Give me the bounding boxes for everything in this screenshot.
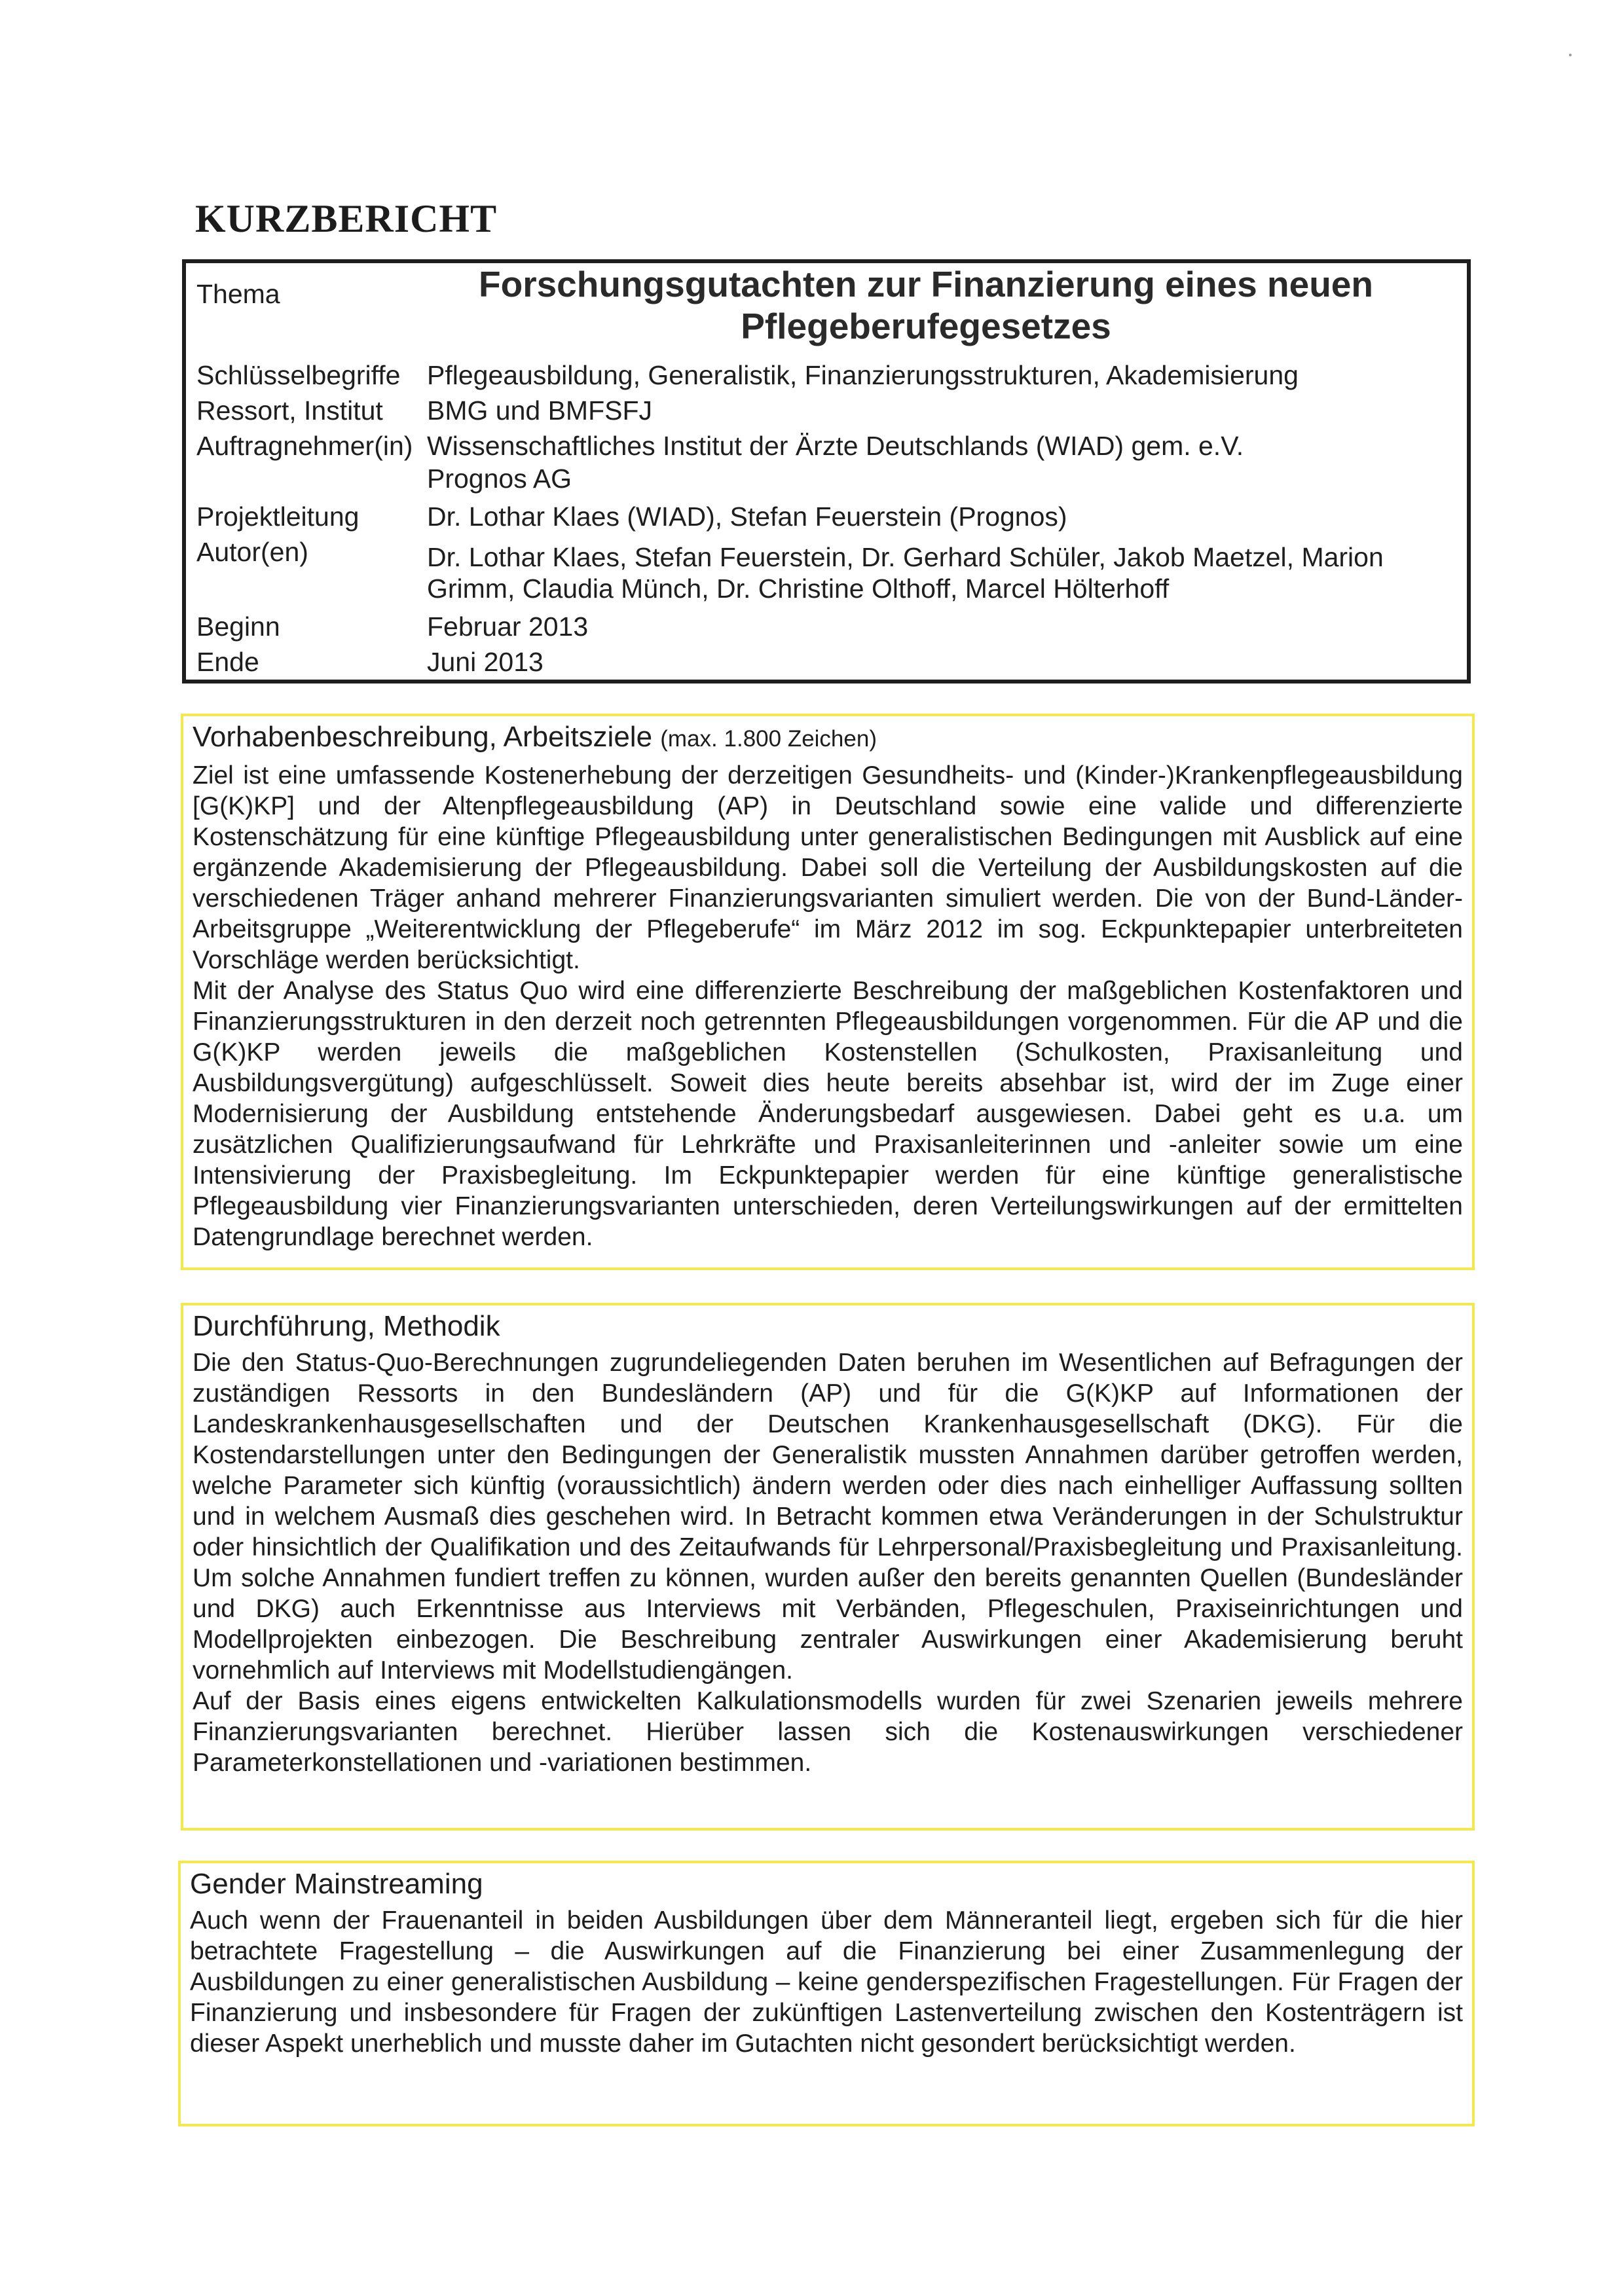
- section-gender: [178, 1861, 1475, 2126]
- meta-label: Projektleitung: [196, 501, 360, 532]
- section-heading: [193, 720, 1463, 756]
- meta-label: Auftragnehmer(in): [196, 431, 413, 461]
- scan-speck: [1569, 54, 1572, 56]
- meta-value: Februar 2013: [427, 611, 589, 642]
- meta-value-cont: Grimm, Claudia Münch, Dr. Christine Olthoff, Marcel Hölterhoff: [427, 574, 1170, 604]
- meta-value: BMG und BMFSFJ: [427, 395, 653, 426]
- meta-table: [182, 259, 1471, 683]
- meta-value-cont: Prognos AG: [427, 464, 572, 494]
- section-paragraph: Auch wenn der Frauenanteil in beiden Ausbildungen über dem Männeranteil liegt, ergeben sich für die hier betrachtete Fragestellung – die Auswirkungen auf die Finanzierung bei einer Zusammenlegung der Ausbildungen zu einer generalistischen Ausbildung – keine genderspezifischen Fragestellungen. Für Fragen der Finanzierung und insbesondere für Fragen der zukünftigen Lastenverteilung zwischen den Kostenträgern ist dieser Aspekt unerheblich und musste daher im Gutachten nicht gesondert berücksichtigt werden.: [190, 1906, 1463, 2058]
- section-paragraph: Auf der Basis eines eigens entwickelten Kalkulationsmodells wurden für zwei Szenarien jeweils mehrere Finanzierungsvarianten berechnet. Hierüber lassen sich die Kostenauswirkungen verschiedener Parameterkonstellationen und -variationen bestimmen.: [193, 1687, 1463, 1777]
- page-title: KURZBERICHT: [195, 197, 498, 240]
- section-heading: Durchführung, Methodik: [193, 1310, 500, 1342]
- thema-title-line-1: Forschungsgutachten zur Finanzierung eines neuen: [479, 264, 1373, 304]
- heading-note: (max. 1.800 Zeichen): [660, 726, 877, 752]
- meta-label: Ende: [196, 647, 259, 677]
- section-durchfuehrung: [181, 1303, 1475, 1831]
- thema-title-line-2: Pflegeberufegesetzes: [741, 306, 1111, 346]
- section-heading-text: Vorhabenbeschreibung, Arbeitsziele: [193, 721, 653, 753]
- meta-value: Wissenschaftliches Institut der Ärzte Deutschlands (WIAD) gem. e.V.: [427, 431, 1244, 461]
- section-paragraph: Ziel ist eine umfassende Kostenerhebung der derzeitigen Gesundheits- und (Kinder-)Krankenpflegeausbildung [G(K)KP] und der Altenpflegeausbildung (AP) in Deutschland sowie eine valide und differenzierte Kostenschätzung für eine künftige Pflegeausbildung unter generalistischen Bedingungen mit Ausblick auf eine ergänzende Akademisierung der Pflegeausbildung. Dabei soll die Verteilung der Ausbildungskosten auf die verschiedenen Träger anhand mehrerer Finanzierungsvarianten simuliert werden. Die von der Bund-Länder-Arbeitsgruppe „Weiterentwicklung der Pflegeberufe“ im März 2012 im sog. Eckpunktepapier unterbreiteten Vorschläge werden berücksichtigt.: [193, 761, 1463, 974]
- meta-label: Ressort, Institut: [196, 395, 383, 426]
- meta-value: Pflegeausbildung, Generalistik, Finanzierungsstrukturen, Akademisierung: [427, 360, 1299, 390]
- section-paragraph: Die den Status-Quo-Berechnungen zugrundeliegenden Daten beruhen im Wesentlichen auf Befragungen der zuständigen Ressorts in den Bundesländern (AP) und für die G(K)KP auf Informationen der Landeskrankenhausgesellschaften und der Deutschen Krankenhausgesellschaft (DKG). Für die Kostendarstellungen unter den Bedingungen der Generalistik mussten Annahmen darüber getroffen werden, welche Parameter sich künftig (voraussichtlich) ändern werden oder dies nach einhelliger Auffassung sollten und in welchem Ausmaß dies geschehen wird. In Betracht kommen etwa Veränderungen in der Schulstruktur oder hinsichtlich der Qualifikation und des Zeitaufwands für Lehrpersonal/Praxisbegleitung und Praxisanleitung. Um solche Annahmen fundiert treffen zu können, wurden außer den bereits genannten Quellen (Bundesländer und DKG) auch Erkenntnisse aus Interviews mit Verbänden, Pflegeschulen, Praxiseinrichtungen und Modellprojekten einbezogen. Die Beschreibung zentraler Auswirkungen einer Akademisierung beruht vornehmlich auf Interviews mit Modellstudiengängen.: [193, 1349, 1463, 1685]
- meta-value: Juni 2013: [427, 647, 544, 677]
- section-heading: Gender Mainstreaming: [190, 1868, 483, 1900]
- meta-label: Beginn: [196, 611, 280, 642]
- meta-label-thema: Thema: [196, 279, 280, 309]
- meta-label: Schlüsselbegriffe: [196, 360, 401, 390]
- meta-label: Autor(en): [196, 537, 308, 567]
- thema-title: [409, 263, 1443, 347]
- section-paragraph: Mit der Analyse des Status Quo wird eine differenzierte Beschreibung der maßgeblichen Kostenfaktoren und Finanzierungsstrukturen in den derzeit noch getrennten Pflegeausbildungen vorgenommen. Für die AP und die G(K)KP werden jeweils die maßgeblichen Kostenstellen (Schulkosten, Praxisanleitung und Ausbildungsvergütung) aufgeschlüsselt. Soweit dies heute bereits absehbar ist, wird der im Zuge einer Modernisierung der Ausbildung entstehende Änderungsbedarf ausgewiesen. Dabei geht es u.a. um zusätzlichen Qualifizierungsaufwand für Lehrkräfte und Praxisanleiterinnen und -anleiter sowie um eine Intensivierung der Praxisbegleitung. Im Eckpunktepapier werden für eine künftige generalistische Pflegeausbildung vier Finanzierungsvarianten unterschieden, deren Verteilungswirkungen auf der ermittelten Datengrundlage berechnet werden.: [193, 977, 1463, 1251]
- section-vorhaben: [181, 714, 1475, 1270]
- meta-value: Dr. Lothar Klaes (WIAD), Stefan Feuerstein (Prognos): [427, 501, 1067, 532]
- meta-value: Dr. Lothar Klaes, Stefan Feuerstein, Dr. Gerhard Schüler, Jakob Maetzel, Marion: [427, 542, 1384, 572]
